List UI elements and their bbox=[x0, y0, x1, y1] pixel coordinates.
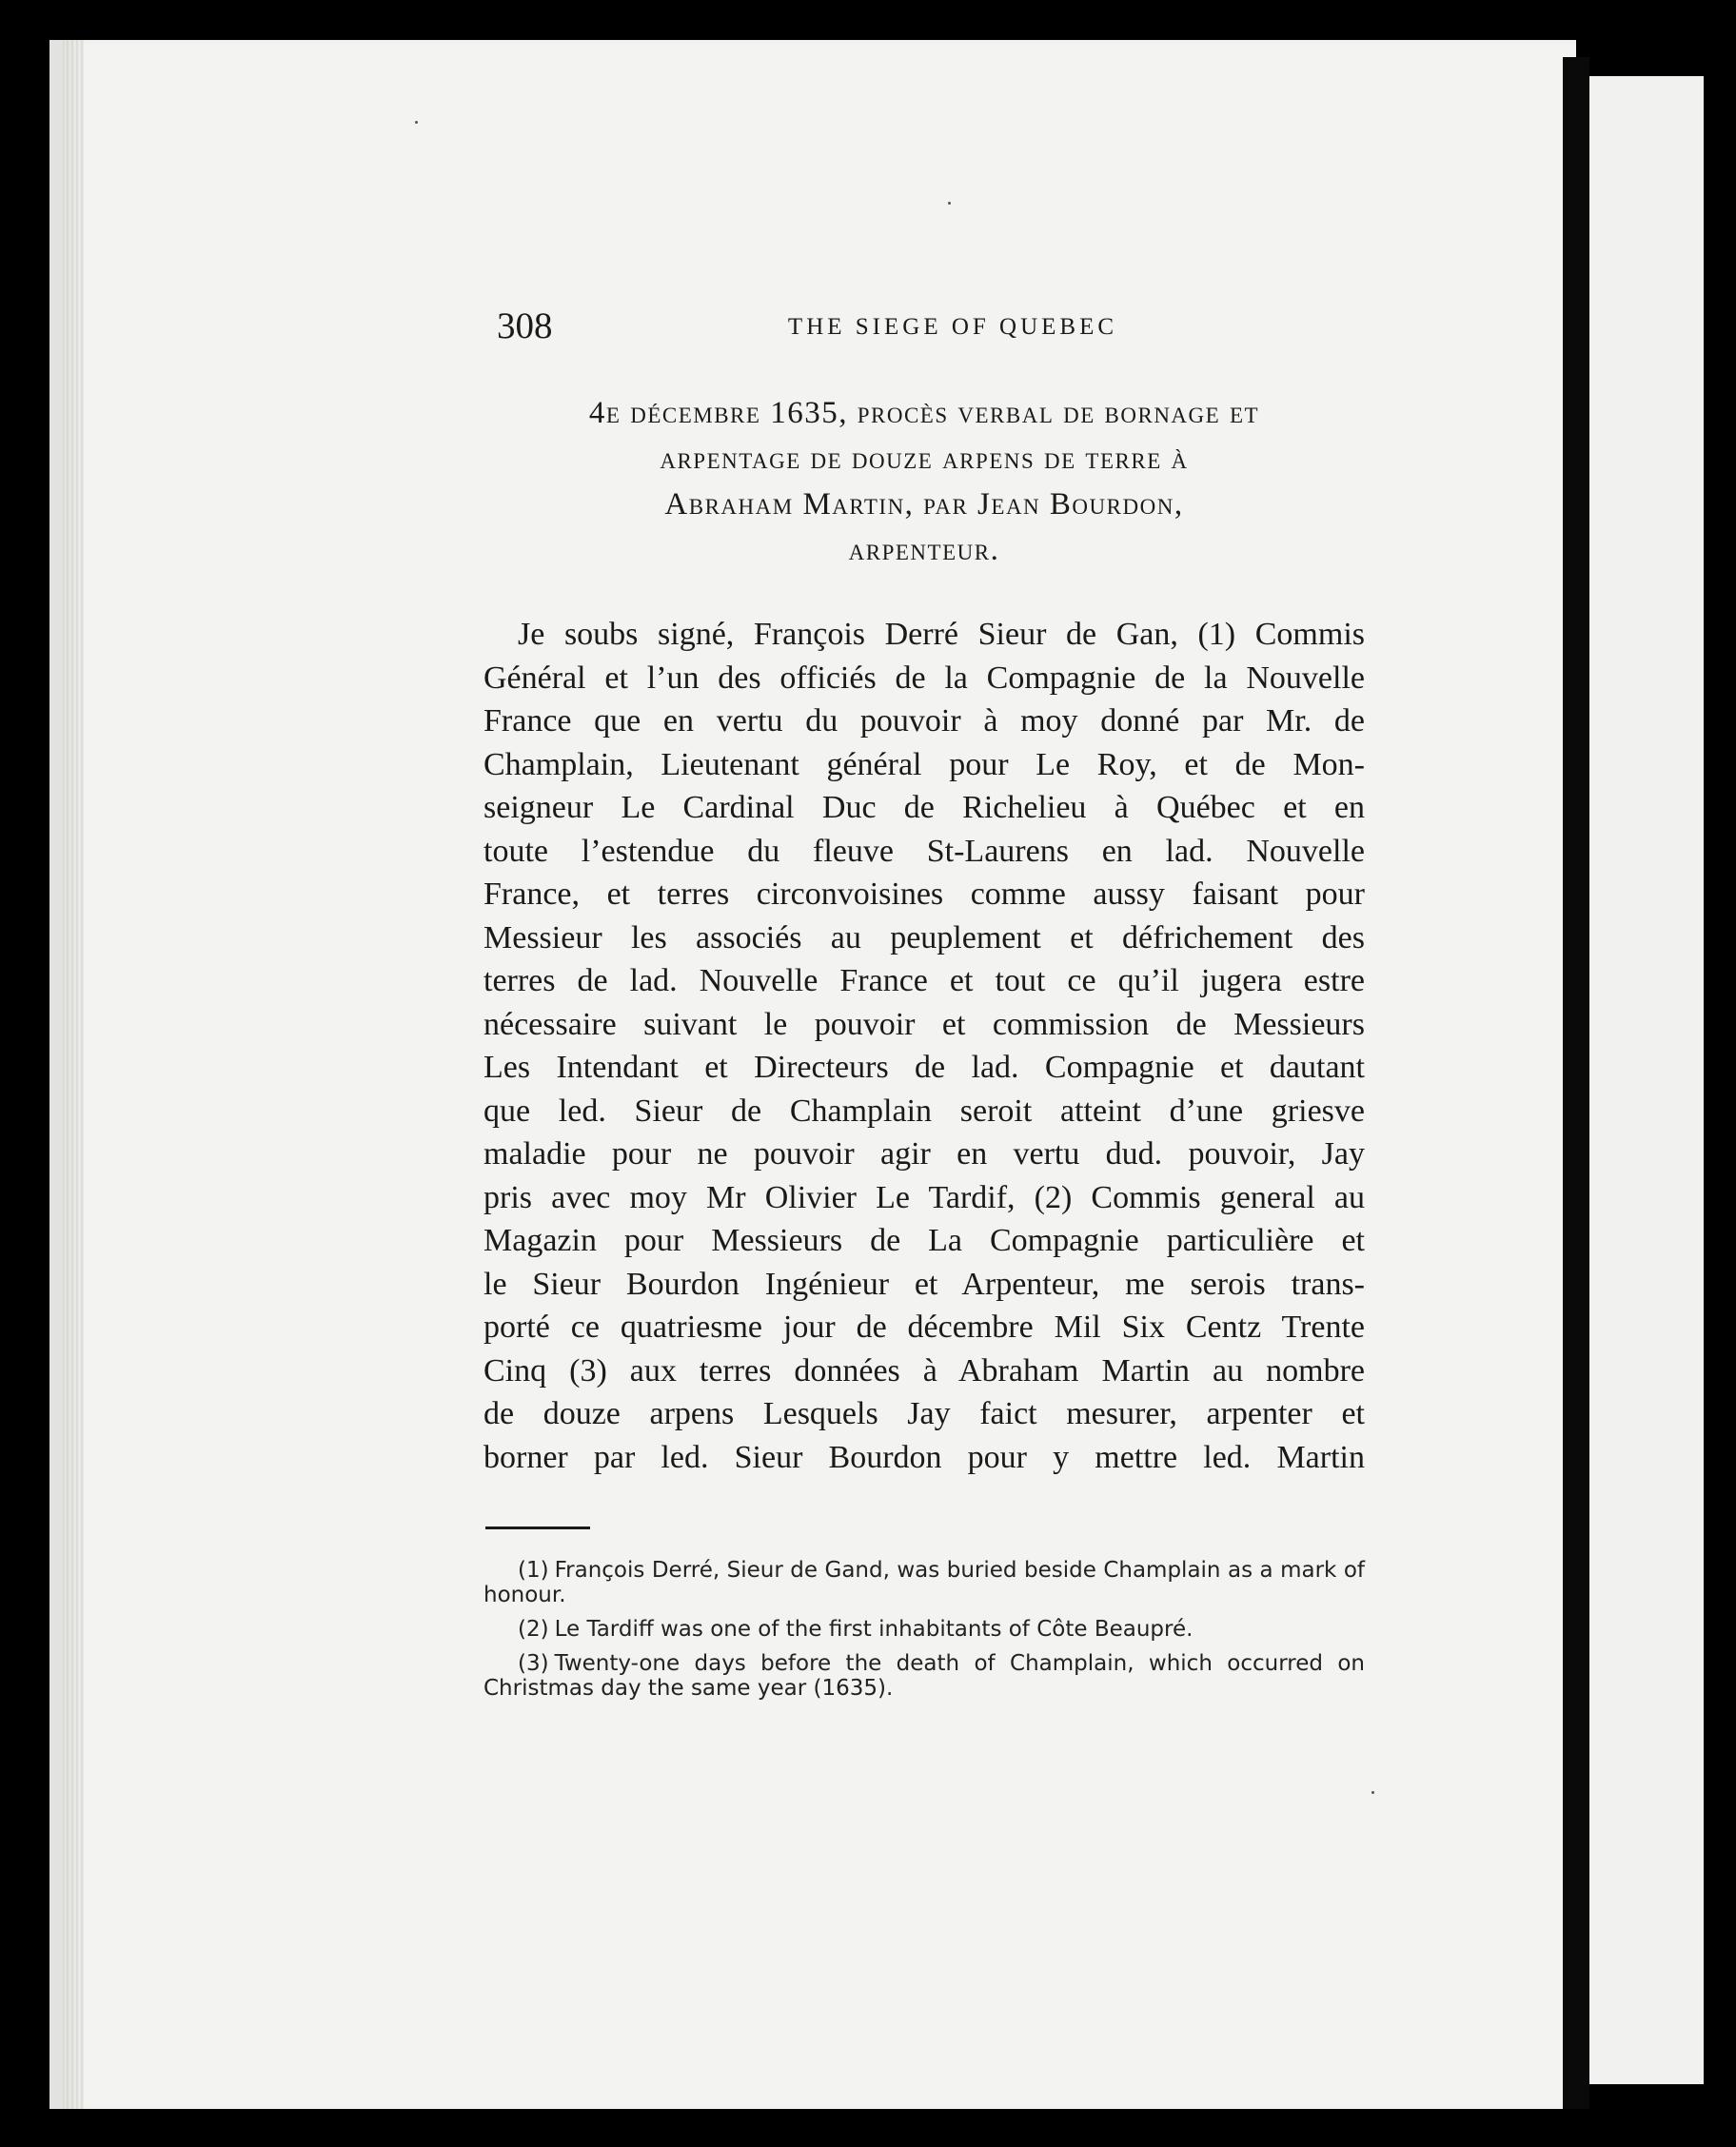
footnote-3 bbox=[483, 1651, 1365, 1701]
body-line: terres de lad. Nouvelle France et tout ce qu’il jugera estre bbox=[483, 963, 1365, 998]
heading-line: arpenteur. bbox=[848, 533, 1000, 567]
footnote-text: Le Tardiff was one of the first inhabitants of Côte Beaupré. bbox=[554, 1617, 1194, 1642]
document-heading bbox=[483, 390, 1365, 573]
heading-line: arpentage de douze arpens de terre à bbox=[660, 442, 1189, 476]
body-line: Les Intendant et Directeurs de lad. Compagnie et dautant bbox=[483, 1050, 1365, 1085]
body-line: Magazin pour Messieurs de La Compagnie particulière et bbox=[483, 1223, 1365, 1258]
body-line: Général et l’un des officiés de la Compagnie de la Nouvelle bbox=[483, 660, 1365, 696]
body-line: de douze arpens Lesquels Jay faict mesurer, arpenter et bbox=[483, 1396, 1365, 1431]
scan-speck bbox=[948, 202, 951, 205]
footnotes bbox=[483, 1558, 1365, 1701]
running-title: THE SIEGE OF QUEBEC bbox=[787, 314, 1118, 340]
body-line: porté ce quatriesme jour de décembre Mil Six Centz Trente bbox=[483, 1310, 1365, 1345]
heading-line: Abraham Martin, par Jean Bourdon, bbox=[664, 487, 1184, 522]
page-content bbox=[483, 305, 1365, 1710]
body-line: nécessaire suivant le pouvoir et commission de Messieurs bbox=[483, 1006, 1365, 1042]
footnote-number: (2) bbox=[518, 1617, 549, 1642]
body-line: seigneur Le Cardinal Duc de Richelieu à Québec et en bbox=[483, 790, 1365, 825]
footnote-1 bbox=[483, 1558, 1365, 1607]
body-line: pris avec moy Mr Olivier Le Tardif, (2) Commis general au bbox=[483, 1179, 1365, 1215]
body-line: le Sieur Bourdon Ingénieur et Arpenteur, me serois trans- bbox=[483, 1266, 1365, 1302]
footnote-number: (3) bbox=[518, 1651, 549, 1676]
running-head bbox=[483, 305, 1365, 362]
footnote-text: François Derré, Sieur de Gand, was buried beside Champlain as a mark of honour. bbox=[483, 1558, 1365, 1607]
scan-speck bbox=[1371, 1791, 1374, 1794]
body-line: maladie pour ne pouvoir agir en vertu dud. pouvoir, Jay bbox=[483, 1136, 1365, 1172]
book-gutter bbox=[1563, 57, 1589, 2109]
footnote-separator bbox=[485, 1527, 590, 1529]
body-line: toute l’estendue du fleuve St-Laurens en lad. Nouvelle bbox=[483, 833, 1365, 869]
body-line: Cinq (3) aux terres données à Abraham Martin au nombre bbox=[483, 1352, 1365, 1389]
page-number: 308 bbox=[497, 305, 553, 346]
body-line: France que en vertu du pouvoir à moy donné par Mr. de bbox=[483, 703, 1365, 739]
body-paragraph bbox=[483, 613, 1365, 1479]
footnote-text: Twenty-one days before the death of Champlain, which occurred on Christmas day the same year (1635). bbox=[483, 1651, 1365, 1701]
heading-line: 4e décembre 1635, procès verbal de bornage et bbox=[588, 396, 1260, 430]
body-line: France, et terres circonvoisines comme aussy faisant pour bbox=[483, 877, 1365, 912]
body-line: borner par led. Sieur Bourdon pour y mettre led. Martin bbox=[483, 1439, 1365, 1475]
footnote-2 bbox=[483, 1617, 1365, 1642]
facing-page-edge bbox=[1589, 76, 1704, 2084]
footnote-number: (1) bbox=[518, 1558, 549, 1583]
body-line: Je soubs signé, François Derré Sieur de Gan, (1) Commis bbox=[518, 617, 1365, 652]
body-line: Champlain, Lieutenant général pour Le Roy, et de Mon- bbox=[483, 746, 1365, 782]
body-line: que led. Sieur de Champlain seroit atteint d’une griesve bbox=[483, 1093, 1365, 1129]
body-line: Messieur les associés au peuplement et défrichement des bbox=[483, 919, 1365, 955]
scan-speck bbox=[415, 121, 418, 124]
